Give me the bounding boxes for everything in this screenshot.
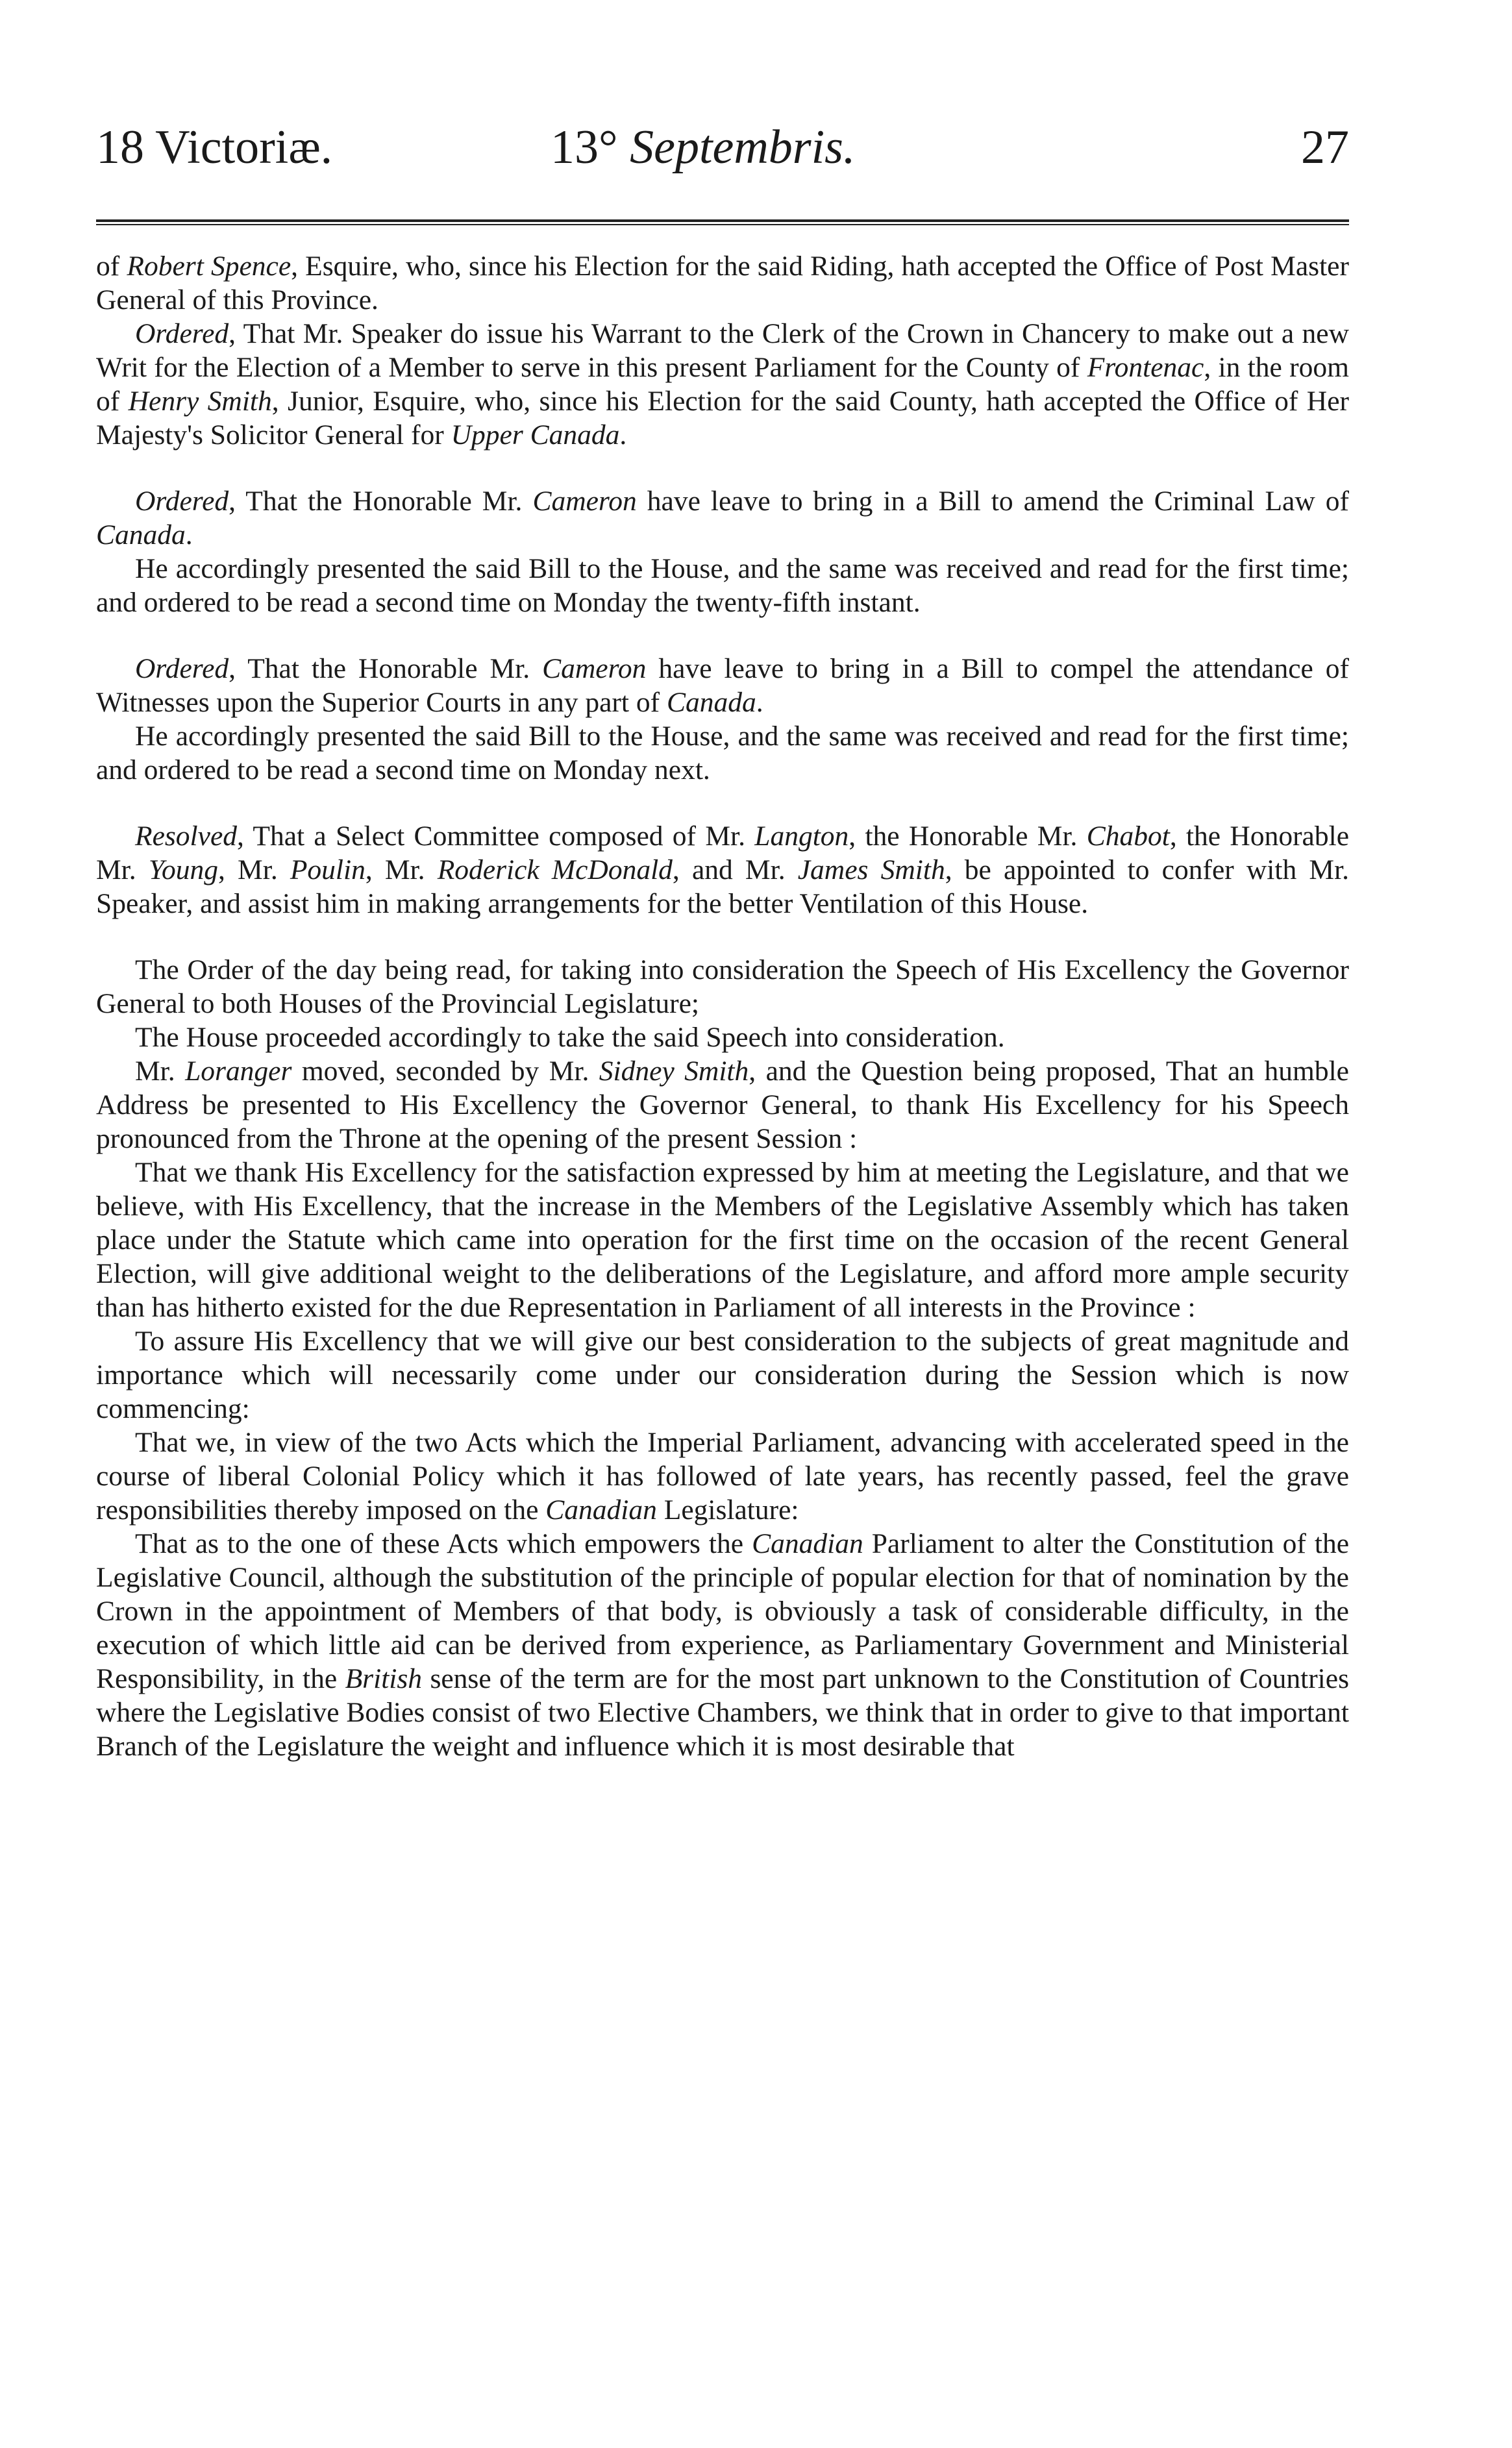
text-run: .	[619, 419, 627, 451]
italic-text: Canadian	[545, 1494, 657, 1526]
text-run: , Esquire, who, since his Election for the said Riding, hath accepted the Office of Post Master General of this Province.	[96, 251, 1349, 315]
italic-text: Ordered	[135, 486, 229, 517]
italic-text: Ordered	[135, 318, 229, 349]
italic-text: Poulin	[290, 854, 366, 885]
text-run: have leave to bring in a Bill to compel the attendance of Witnesses upon the Superior Courts in any part of	[96, 653, 1350, 718]
header-date	[551, 121, 856, 174]
text-run: Mr.	[135, 1056, 186, 1087]
paragraph	[96, 719, 1349, 787]
header-rule	[96, 219, 1349, 225]
italic-text: Roderick McDonald	[437, 854, 673, 885]
text-run: , Mr.	[365, 854, 438, 885]
italic-text: Langton	[754, 821, 849, 852]
text-run: He accordingly presented the said Bill to the House, and the same was received and read for the first time; and ordered to be read a second time on Monday the twenty-fifth instant.	[96, 553, 1349, 618]
italic-text: Cameron	[542, 653, 647, 684]
document-page	[96, 110, 1350, 1762]
italic-text: Upper Canada	[451, 419, 620, 451]
italic-text: Resolved	[135, 821, 238, 852]
italic-text: Canada	[96, 519, 186, 550]
paragraph	[96, 1426, 1349, 1527]
text-run: That as to the one of these Acts which empowers the	[135, 1528, 752, 1559]
text-run: , Mr.	[218, 854, 290, 885]
text-run: Parliament to alter the Constitution of the Legislative Council, although the substitution of the principle of popular election for that of nomination by the Crown in the appointment of Members of that body, is obviously a task of considerable difficulty, in the execution of which little aid can be derived from experience, as Parliamentary Government and Ministerial Responsibility, in the	[96, 1528, 1350, 1694]
text-run: The Order of the day being read, for taking into consideration the Speech of His Excellency the Governor General to both Houses of the Provincial Legislature;	[96, 954, 1349, 1019]
text-run: , and the Question being proposed, That an humble Address be presented to His Excellency the Governor General, to thank His Excellency for his Speech pronounced from the Throne at the opening of the present Session :	[96, 1056, 1349, 1154]
text-run: , That the Honorable Mr.	[229, 653, 543, 684]
paragraph	[96, 1324, 1349, 1426]
paragraph	[96, 1156, 1349, 1324]
header-month: Septembris.	[630, 121, 856, 174]
text-run: .	[756, 687, 763, 718]
italic-text: Cameron	[532, 486, 637, 517]
paragraph	[96, 1054, 1349, 1156]
italic-text: British	[345, 1663, 423, 1694]
text-run: That we thank His Excellency for the satisfaction expressed by him at meeting the Legislature, and that we believe, with His Excellency, that the increase in the Members of the Legislative Assembly which has taken place under the Statute which came into operation for the first time on the occasion of the recent General Election, will give additional weight to the deliberations of the Legislature, and afford more ample security than has hitherto existed for the due Representation in Parliament of all interests in the Province :	[96, 1157, 1349, 1323]
text-run: , Junior, Esquire, who, since his Election for the said County, hath accepted the Office of Her Majesty's Solicitor General for	[96, 386, 1349, 451]
text-run: To assure His Excellency that we will give our best consideration to the subjects of great magnitude and importance which will necessarily come under our consideration during the Session which is now commencing:	[96, 1326, 1349, 1424]
italic-text: Henry Smith	[128, 386, 272, 417]
text-run: The House proceeded accordingly to take the said Speech into consideration.	[135, 1022, 1005, 1053]
header-day: 13°	[551, 121, 618, 174]
text-run: of	[96, 251, 127, 282]
running-header	[96, 110, 1349, 182]
text-run: have leave to bring in a Bill to amend the Criminal Law of	[636, 486, 1349, 517]
italic-text: Chabot	[1086, 821, 1170, 852]
text-run: , That a Select Committee composed of Mr.	[237, 821, 755, 852]
paragraph	[96, 552, 1349, 619]
italic-text: Canada	[667, 687, 756, 718]
text-run: He accordingly presented the said Bill to the House, and the same was received and read for the first time; and ordered to be read a second time on Monday next.	[96, 721, 1349, 785]
paragraph	[96, 1527, 1349, 1763]
text-run: That we, in view of the two Acts which the Imperial Parliament, advancing with accelerated speed in the course of liberal Colonial Policy which it has followed of late years, has recently passed, feel the grave responsibilities thereby imposed on the	[96, 1427, 1349, 1526]
text-run: Legislature:	[656, 1494, 799, 1526]
page-number: 27	[1301, 121, 1349, 174]
text-run: , and Mr.	[672, 854, 798, 885]
text-run: sense of the term are for the most part unknown to the Constitution of Countries where the Legislative Bodies consist of two Elective Chambers, we think that in order to give to that important Branch of the Legislature the weight and influence which it is most desirable that	[96, 1663, 1350, 1762]
italic-text: Robert Spence	[127, 251, 291, 282]
paragraph	[96, 652, 1349, 719]
text-run: , be appointed to confer with Mr. Speaker, and assist him in making arrangements for the better Ventilation of this House.	[96, 854, 1350, 919]
italic-text: Frontenac	[1087, 352, 1204, 383]
italic-text: Sidney Smith	[599, 1056, 749, 1087]
italic-text: Canadian	[752, 1528, 863, 1559]
text-run: , That Mr. Speaker do issue his Warrant to the Clerk of the Crown in Chancery to make out a new Writ for the Election of a Member to serve in this present Parliament for the County of	[96, 318, 1349, 383]
paragraph	[96, 249, 1349, 317]
paragraph	[96, 317, 1349, 452]
text-run: , in the room of	[96, 352, 1349, 417]
header-regnal-year: 18 Victoriæ.	[96, 121, 333, 174]
text-run: , the Honorable Mr.	[849, 821, 1087, 852]
paragraph	[96, 819, 1349, 921]
italic-text: Young	[148, 854, 219, 885]
text-run: , That the Honorable Mr.	[229, 486, 533, 517]
text-run: , the Honorable Mr.	[96, 821, 1350, 885]
body-text	[96, 249, 1349, 1763]
paragraph	[96, 953, 1349, 1020]
paragraph	[96, 484, 1349, 552]
italic-text: Loranger	[185, 1056, 292, 1087]
italic-text: Ordered	[135, 653, 229, 684]
paragraph	[96, 1020, 1349, 1054]
text-run: moved, seconded by Mr.	[291, 1056, 599, 1087]
text-run: .	[185, 519, 193, 550]
italic-text: James Smith	[797, 854, 945, 885]
